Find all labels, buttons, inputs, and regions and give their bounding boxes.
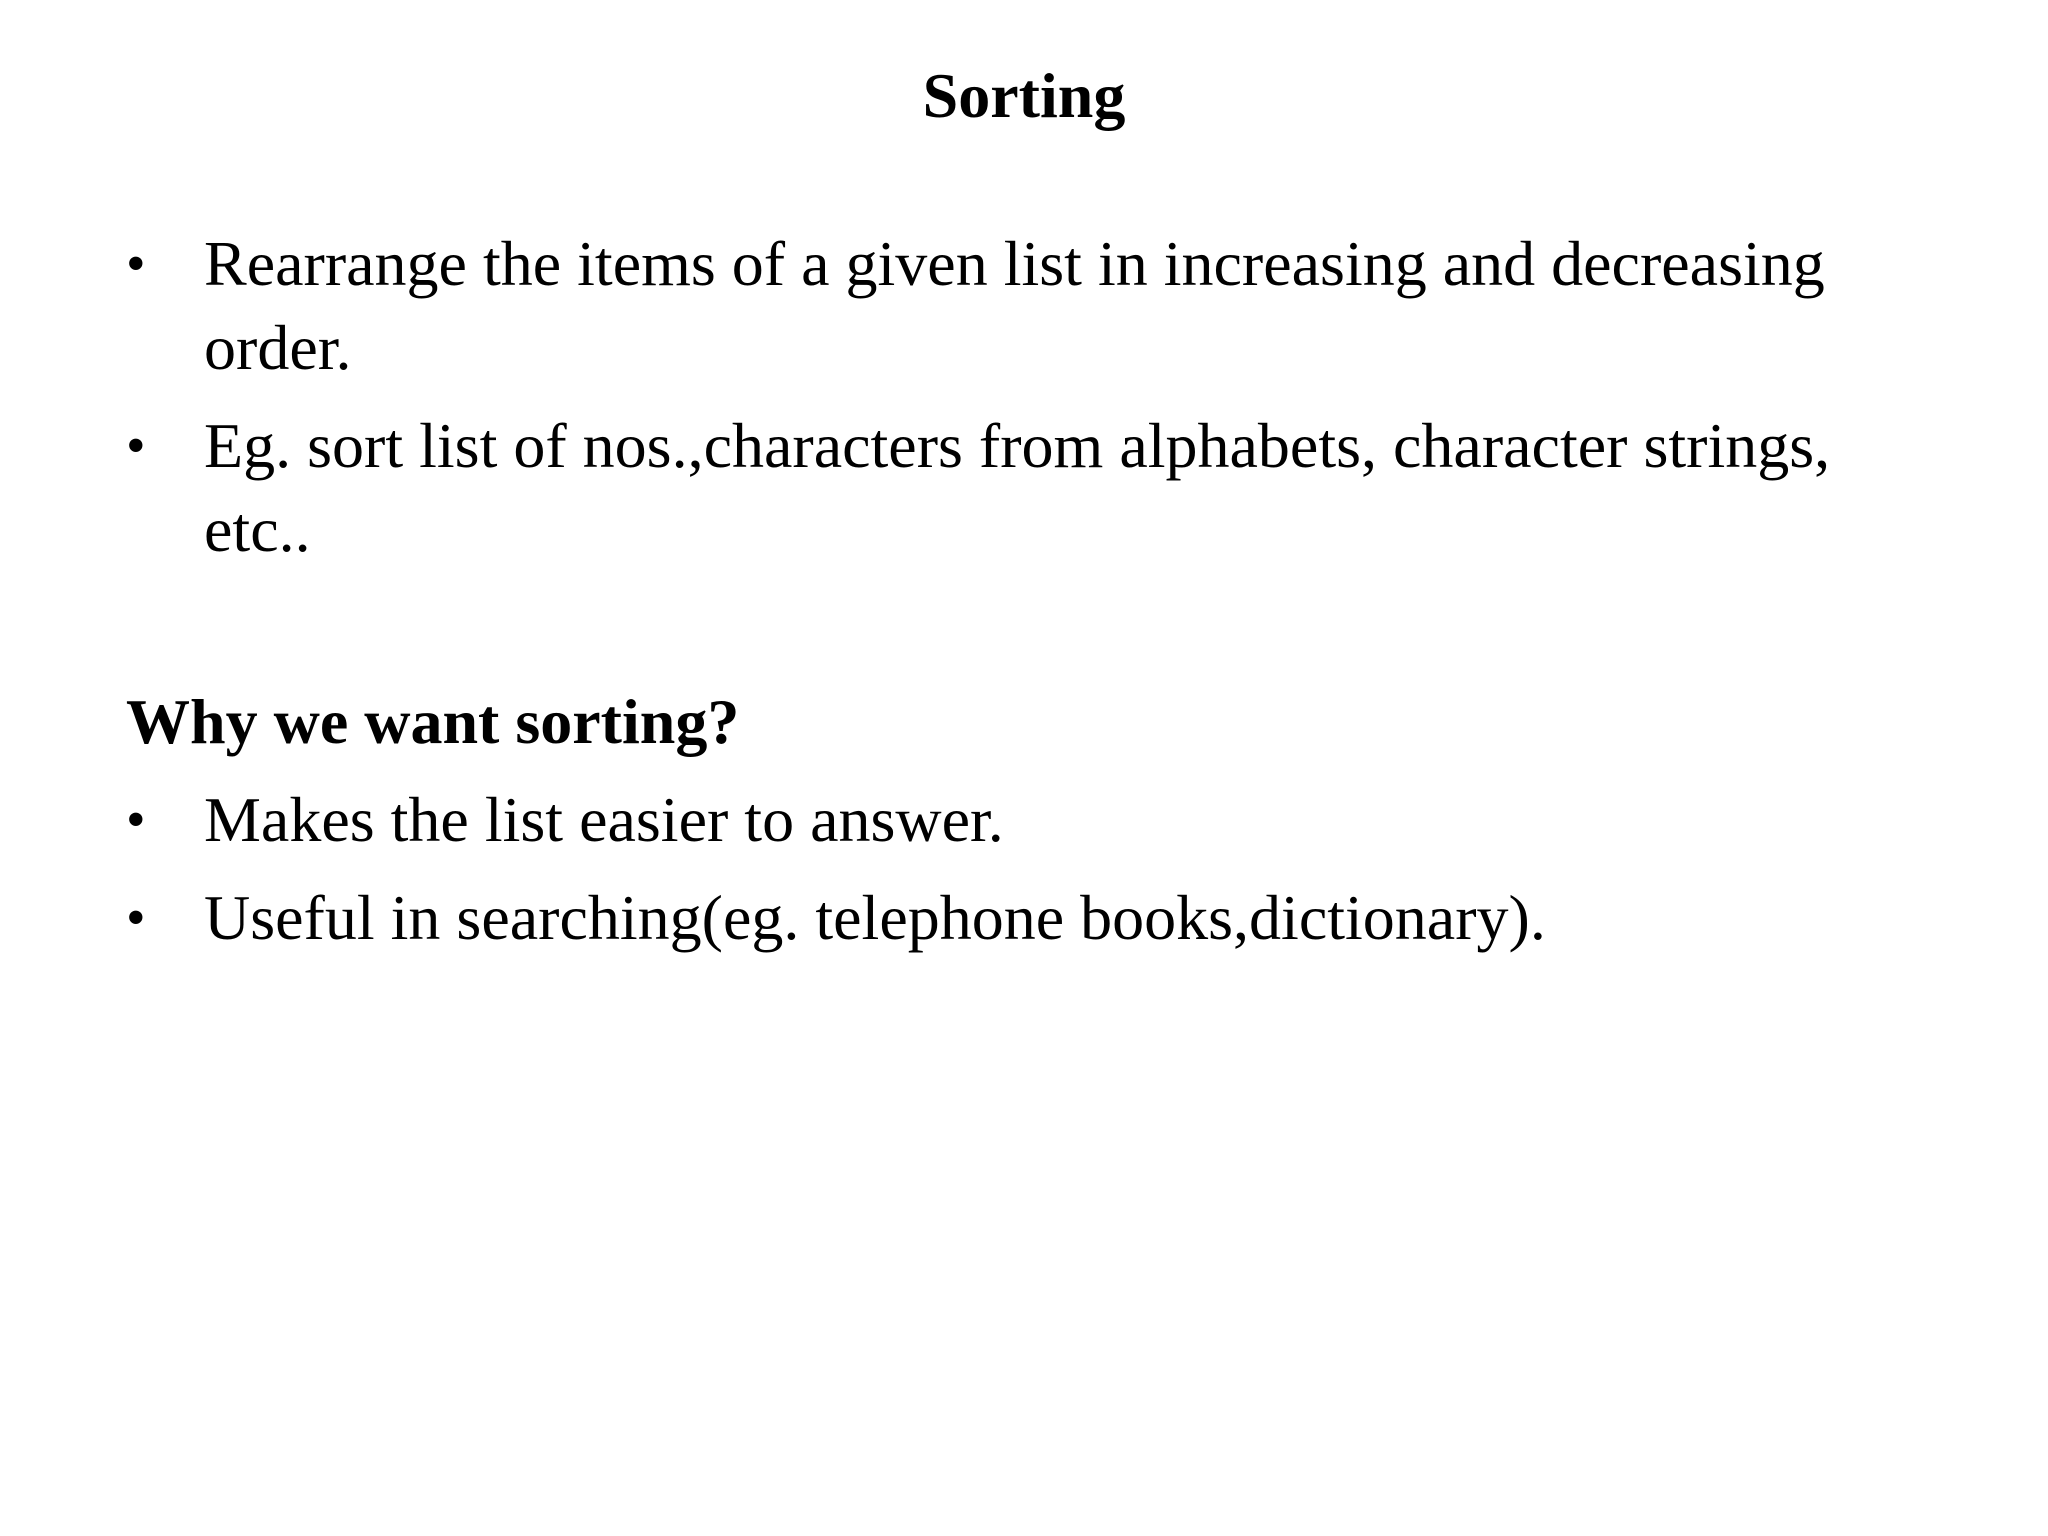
section-heading: Why we want sorting? bbox=[126, 686, 740, 757]
list-item bbox=[126, 222, 1926, 390]
bullet-icon: • bbox=[126, 789, 146, 851]
bullet-icon: • bbox=[126, 415, 146, 477]
bullet-icon: • bbox=[126, 887, 146, 949]
bullet-text: Rearrange the items of a given list in increasing and decreasing order. bbox=[204, 228, 1825, 383]
list-item bbox=[126, 876, 1926, 960]
bullet-text: Makes the list easier to answer. bbox=[204, 784, 1004, 855]
bullet-text: Useful in searching(eg. telephone books,dictionary). bbox=[204, 882, 1546, 953]
intro-bullet-list bbox=[126, 222, 1926, 586]
bullet-text: Eg. sort list of nos.,characters from alphabets, character strings, etc.. bbox=[204, 410, 1831, 565]
slide-title: Sorting bbox=[922, 60, 1126, 131]
list-item bbox=[126, 404, 1926, 572]
bullet-icon: • bbox=[126, 233, 146, 295]
reason-bullet-list bbox=[126, 778, 1926, 974]
list-item bbox=[126, 778, 1926, 862]
